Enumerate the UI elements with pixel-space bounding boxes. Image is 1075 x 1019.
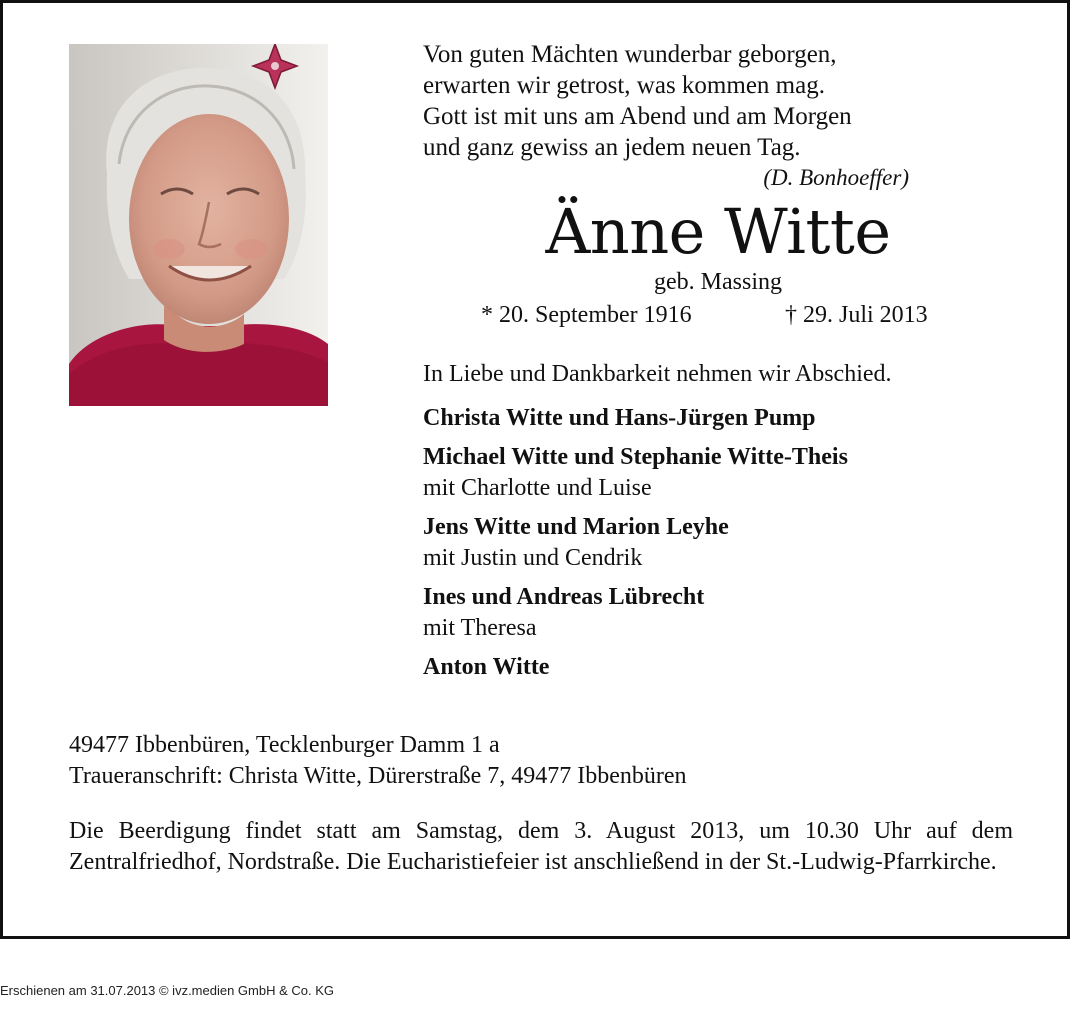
poem-line: und ganz gewiss an jedem neuen Tag.	[423, 134, 801, 161]
family-children: mit Charlotte und Luise	[423, 475, 652, 501]
publication-credit: Erschienen am 31.07.2013 © ivz.medien GmbH & Co. KG	[0, 983, 335, 998]
family-group	[423, 582, 1033, 644]
poem-line: Gott ist mit uns am Abend und am Morgen	[423, 103, 852, 130]
poem-line: Von guten Mächten wunderbar geborgen,	[423, 41, 837, 68]
poem-line: erwarten wir getrost, was kommen mag.	[423, 72, 825, 99]
maiden-name: geb. Massing	[654, 269, 782, 295]
portrait-photo	[69, 44, 328, 406]
poem-author: (D. Bonhoeffer)	[763, 165, 909, 190]
portrait-illustration	[69, 44, 328, 406]
family-list	[423, 403, 1033, 683]
family-name: Christa Witte und Hans-Jürgen Pump	[423, 405, 816, 431]
bottom-section	[69, 730, 1013, 878]
farewell-text: In Liebe und Dankbarkeit nehmen wir Abschied.	[423, 361, 892, 387]
family-children: mit Theresa	[423, 615, 537, 641]
family-name: Ines und Andreas Lübrecht	[423, 584, 705, 610]
burial-notice: Die Beerdigung findet statt am Samstag, dem 3. August 2013, um 10.30 Uhr auf dem Zentralfriedhof, Nordstraße. Die Eucharistiefeier ist anschließend in der St.-Ludwig-Pfarrkirche.	[69, 818, 1013, 875]
family-children: mit Justin und Cendrik	[423, 545, 643, 571]
death-date: † 29. Juli 2013	[785, 302, 928, 328]
family-group	[423, 652, 1033, 683]
family-group	[423, 403, 1033, 434]
family-group	[423, 512, 1033, 574]
family-name: Michael Witte und Stephanie Witte-Theis	[423, 444, 848, 470]
main-text-column	[423, 39, 1033, 691]
deceased-name: Änne Witte	[545, 195, 891, 268]
address-line: 49477 Ibbenbüren, Tecklenburger Damm 1 a	[69, 732, 500, 758]
mourning-address: Traueranschrift: Christa Witte, Dürerstraße 7, 49477 Ibbenbüren	[69, 763, 687, 789]
poem	[423, 39, 1033, 193]
birth-date: * 20. September 1916	[481, 302, 692, 328]
family-group	[423, 442, 1033, 504]
family-name: Anton Witte	[423, 654, 550, 680]
life-dates	[423, 297, 1013, 333]
family-name: Jens Witte und Marion Leyhe	[423, 514, 729, 540]
